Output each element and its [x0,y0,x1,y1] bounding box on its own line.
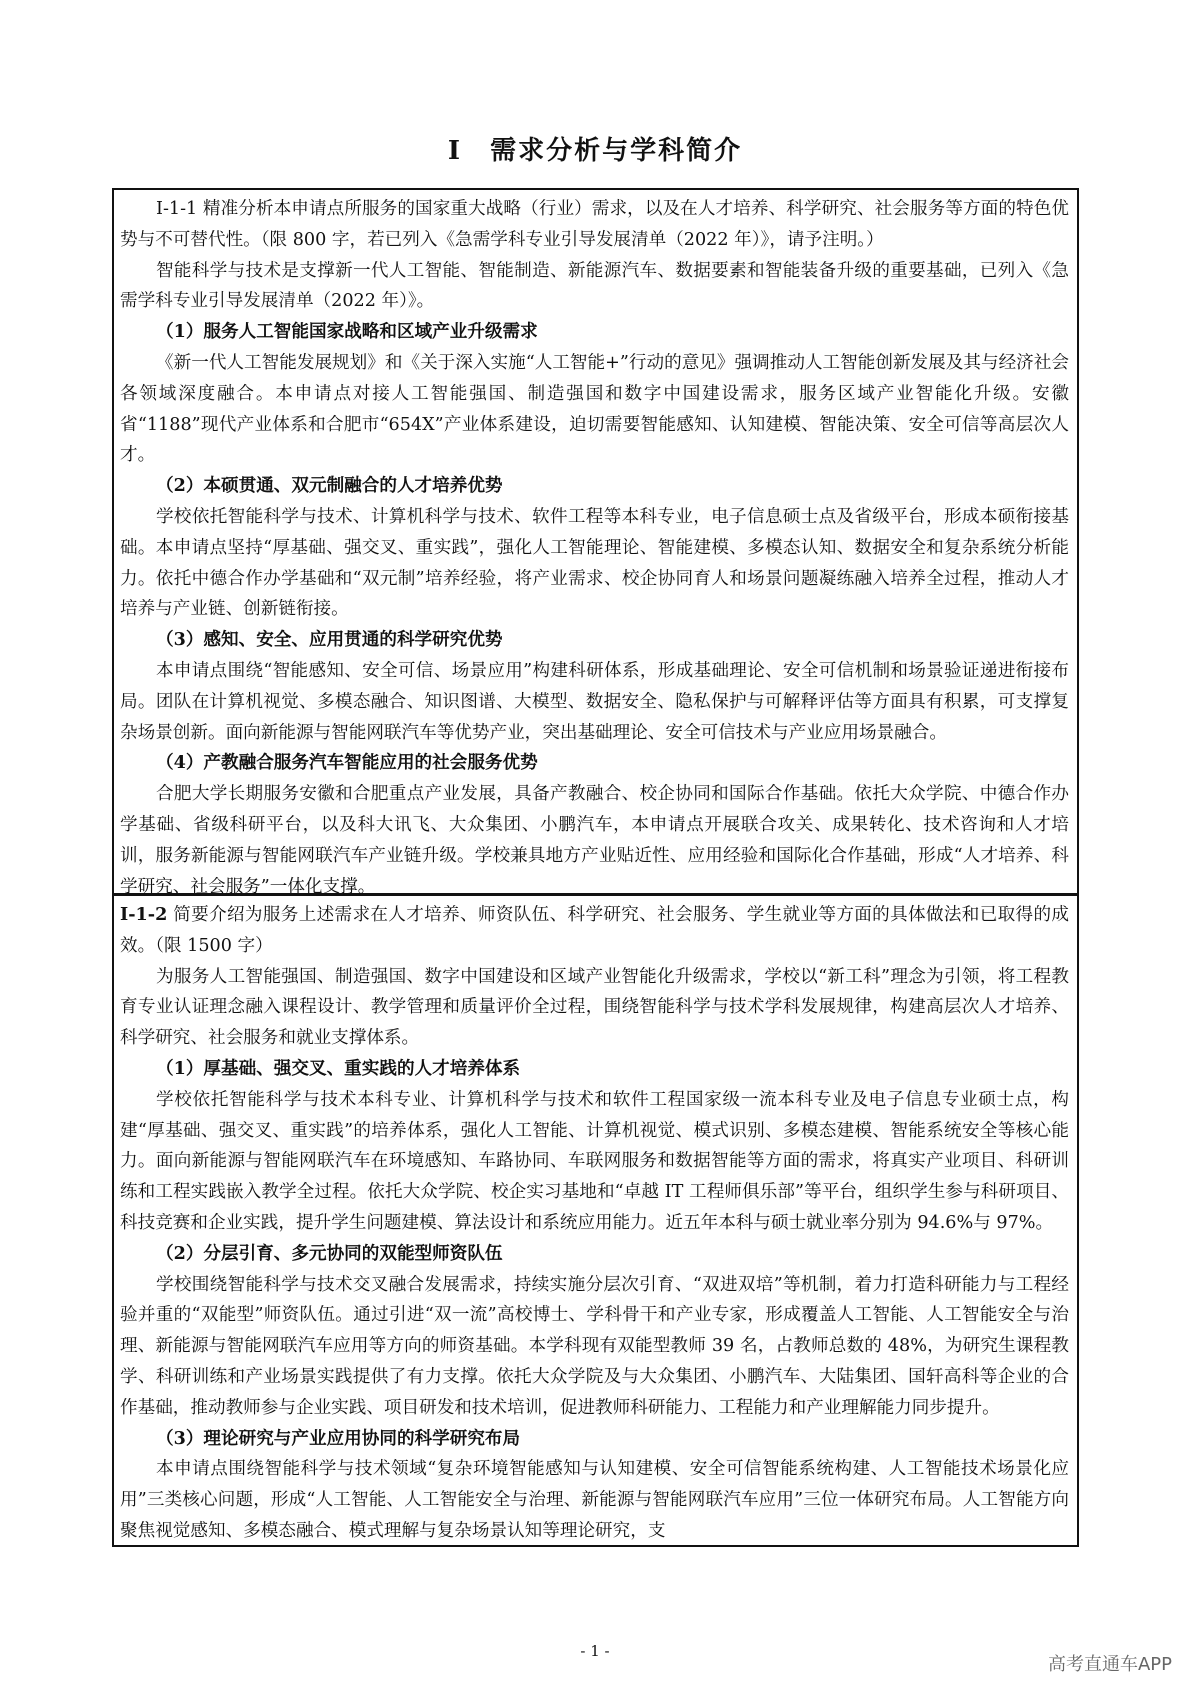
question-1: I-1-1 精准分析本申请点所服务的国家重大战略（行业）需求，以及在人才培养、科学研究、社会服务等方面的特色优势与不可替代性。（限 800 字，若已列入《急需学科专业引导发展清单（2022 年）》，请予注明。） [120,199,1069,250]
question-2 [120,900,1069,962]
section-box-2 [112,895,1079,1547]
paragraph: 本申请点围绕“智能感知、安全可信、场景应用”构建科研体系，形成基础理论、安全可信机制和场景验证递进衔接布局。团队在计算机视觉、多模态融合、知识图谱、大模型、数据安全、隐私保护与可解释评估等方面具有积累，可支撑复杂场景创新。面向新能源与智能网联汽车等优势产业，突出基础理论、安全可信技术与产业应用场景融合。 [120,660,1069,743]
watermark: 高考直通车APP [1047,1654,1172,1675]
paragraph: 为服务人工智能强国、制造强国、数字中国建设和区域产业智能化升级需求，学校以“新工科”理念为引领，将工程教育专业认证理念融入课程设计、教学管理和质量评价全过程，围绕智能科学与技术学科发展规律，构建高层次人才培养、科学研究、社会服务和就业支撑体系。 [120,966,1069,1049]
paragraph: 学校围绕智能科学与技术交叉融合发展需求，持续实施分层次引育、“双进双培”等机制，着力打造科研能力与工程经验并重的“双能型”师资队伍。通过引进“双一流”高校博士、学科骨干和产业专家，形成覆盖人工智能、人工智能安全与治理、新能源与智能网联汽车应用等方向的师资基础。本学科现有双能型教师 39 名，占教师总数的 48%，为研究生课程教学、科研训练和产业场景实践提供了有力支撑。依托大众学院及与大众集团、小鹏汽车、大陆集团、国轩高科等企业的合作基础，推动教师参与企业实践、项目研发和技术培训，促进教师科研能力、工程能力和产业理解能力同步提升。 [120,1274,1069,1418]
heading: （1）厚基础、强交叉、重实践的人才培养体系 [156,1057,521,1079]
page-number: - 1 - [580,1642,610,1660]
heading: （1）服务人工智能国家战略和区域产业升级需求 [156,321,538,343]
paragraph: 学校依托智能科学与技术本科专业、计算机科学与技术和软件工程国家级一流本科专业及电子信息专业硕士点，构建“厚基础、强交叉、重实践”的培养体系，强化人工智能、计算机视觉、模式识别、多模态建模、智能系统安全等核心能力。面向新能源与智能网联汽车在环境感知、车路协同、车联网服务和数据智能等方面的需求，将真实产业项目、科研训练和工程实践嵌入教学全过程。依托大众学院、校企实习基地和“卓越 IT 工程师俱乐部”等平台，组织学生参与科研项目、科技竞赛和企业实践，提升学生问题建模、算法设计和系统应用能力。近五年本科与硕士就业率分别为 94.6%与 97%。 [120,1089,1069,1233]
heading: （2）本硕贯通、双元制融合的人才培养优势 [156,475,503,497]
heading: （4）产教融合服务汽车智能应用的社会服务优势 [156,752,538,774]
paragraph: 合肥大学长期服务安徽和合肥重点产业发展，具备产教融合、校企协同和国际合作基础。依托大众学院、中德合作办学基础、省级科研平台，以及科大讯飞、大众集团、小鹏汽车，本申请点开展联合攻关、成果转化、技术咨询和人才培训，服务新能源与智能网联汽车产业链升级。学校兼具地方产业贴近性、应用经验和国际化合作基础，形成“人才培养、科学研究、社会服务”一体化支撑。 [120,784,1069,897]
paragraph: 智能科学与技术是支撑新一代人工智能、智能制造、新能源汽车、数据要素和智能装备升级的重要基础，已列入《急需学科专业引导发展清单（2022 年）》。 [120,260,1069,312]
paragraph: 本申请点围绕智能科学与技术领域“复杂环境智能感知与认知建模、安全可信智能系统构建、人工智能技术场景化应用”三类核心问题，形成“人工智能、人工智能安全与治理、新能源与智能网联汽车应用”三位一体研究布局。人工智能方向聚焦视觉感知、多模态融合、模式理解与复杂场景认知等理论研究，支 [120,1459,1069,1541]
paragraph: 学校依托智能科学与技术、计算机科学与技术、软件工程等本科专业，电子信息硕士点及省级平台，形成本硕衔接基础。本申请点坚持“厚基础、强交叉、重实践”，强化人工智能理论、智能建模、多模态认知、数据安全和复杂系统分析能力。依托中德合作办学基础和“双元制”培养经验，将产业需求、校企协同育人和场景问题凝练融入培养全过程，推动人才培养与产业链、创新链衔接。 [120,506,1069,620]
question-2-label: I-1-2 [120,904,168,925]
heading: （2）分层引育、多元协同的双能型师资队伍 [156,1242,503,1264]
heading: （3）理论研究与产业应用协同的科学研究布局 [156,1427,521,1449]
page-title: I 需求分析与学科简介 [447,136,743,166]
question-2-text: 简要介绍为服务上述需求在人才培养、师资队伍、科学研究、社会服务、学生就业等方面的具体做法和已取得的成效。（限 1500 字） [120,905,1069,956]
section-box-1 [112,188,1079,895]
heading: （3）感知、安全、应用贯通的科学研究优势 [156,629,503,651]
paragraph: 《新一代人工智能发展规划》和《关于深入实施“人工智能+”行动的意见》强调推动人工智能创新发展及其与经济社会各领域深度融合。本申请点对接人工智能强国、制造强国和数字中国建设需求，服务区域产业智能化升级。安徽省“1188”现代产业体系和合肥市“654X”产业体系建设，迫切需要智能感知、认知建模、智能决策、安全可信等高层次人才。 [120,352,1069,466]
